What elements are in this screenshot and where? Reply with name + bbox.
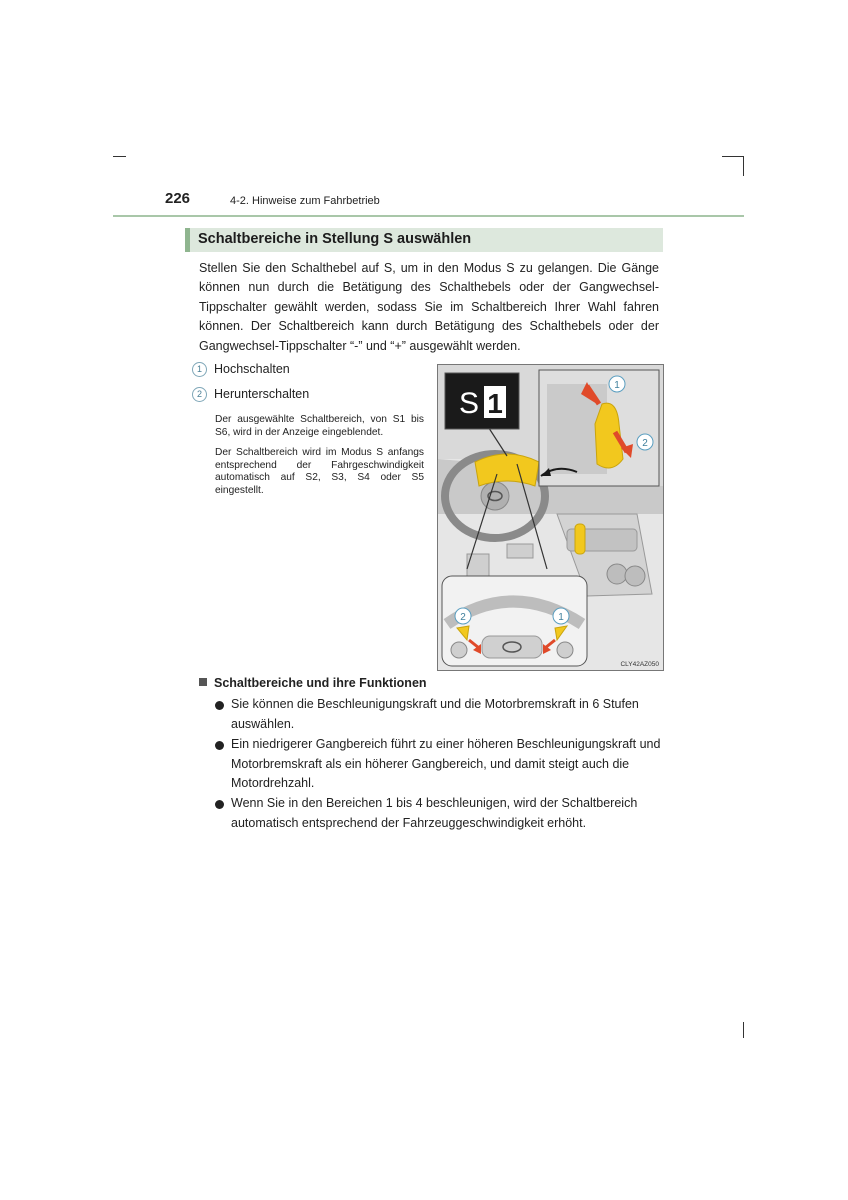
intro-paragraph: Stellen Sie den Schalthebel auf S, um in den Modus S zu gelangen. Die Gänge können nun durch die Betätigung des Schalthebels oder der Gangwechsel-Tippschalter gewählt werden, sodass Sie im Schaltbereich Ihrer Wahl fahren können. Der Schaltbereich kann durch Betätigung des Schalthebels oder der Gangwechsel-Tippschalter “-” und “+” ausgewählt werden. bbox=[199, 261, 659, 353]
section-title: Schaltbereiche in Stellung S auswählen bbox=[198, 231, 472, 247]
bullet-icon bbox=[215, 741, 224, 750]
callout-2-upper: 2 bbox=[642, 438, 648, 449]
crop-mark-top-left bbox=[113, 156, 126, 157]
square-bullet-icon bbox=[199, 678, 207, 686]
figure-code: CLY42AZ050 bbox=[620, 661, 659, 668]
bullet-icon bbox=[215, 701, 224, 710]
page-number: 226 bbox=[165, 190, 191, 207]
item-label: Hochschalten bbox=[214, 362, 290, 376]
display-gear-number: 1 bbox=[487, 388, 503, 419]
note-display: Der ausgewählte Schaltbereich, von S1 bis S6, wird in der Anzeige eingeblendet. bbox=[215, 414, 424, 438]
callout-2-lower: 2 bbox=[460, 612, 466, 623]
section-title-bar bbox=[185, 228, 663, 252]
callout-1-lower: 1 bbox=[558, 612, 564, 623]
subsection-heading-text: Schaltbereiche und ihre Funktionen bbox=[214, 676, 427, 690]
item-label: Herunterschalten bbox=[214, 387, 310, 401]
crop-mark-top-right-v bbox=[743, 156, 744, 176]
subsection-heading bbox=[199, 676, 427, 690]
callout-number: 1 bbox=[192, 362, 207, 377]
shift-lever-illustration bbox=[437, 364, 664, 671]
list-item-downshift bbox=[192, 387, 309, 402]
crop-mark-bottom-right bbox=[743, 1022, 744, 1038]
crop-mark-top-right-h bbox=[722, 156, 744, 157]
bullet-icon bbox=[215, 800, 224, 809]
bullet-item: Sie können die Beschleunigungskraft und die Motorbremskraft in 6 Stufen auswählen. bbox=[215, 695, 662, 734]
bullet-item: Wenn Sie in den Bereichen 1 bis 4 beschleunigen, wird der Schaltbereich automatisch entsprechend der Fahrzeuggeschwindigkeit erhöht. bbox=[215, 794, 662, 833]
callout-1-upper: 1 bbox=[614, 380, 620, 391]
display-gear-letter: S bbox=[458, 387, 480, 420]
header-rule bbox=[113, 215, 744, 217]
list-item-upshift bbox=[192, 362, 290, 377]
section-breadcrumb: 4-2. Hinweise zum Fahrbetrieb bbox=[230, 195, 380, 207]
note-initial-range: Der Schaltbereich wird im Modus S anfangs entsprechend der Fahrgeschwindigkeit automatisch auf S2, S3, S4 oder S5 eingestellt. bbox=[215, 447, 424, 496]
callout-number: 2 bbox=[192, 387, 207, 402]
bullet-item: Ein niedrigerer Gangbereich führt zu einer höheren Beschleunigungskraft und Motorbremskraft als ein höherer Gangbereich, und damit steigt auch die Motordrehzahl. bbox=[215, 735, 662, 794]
